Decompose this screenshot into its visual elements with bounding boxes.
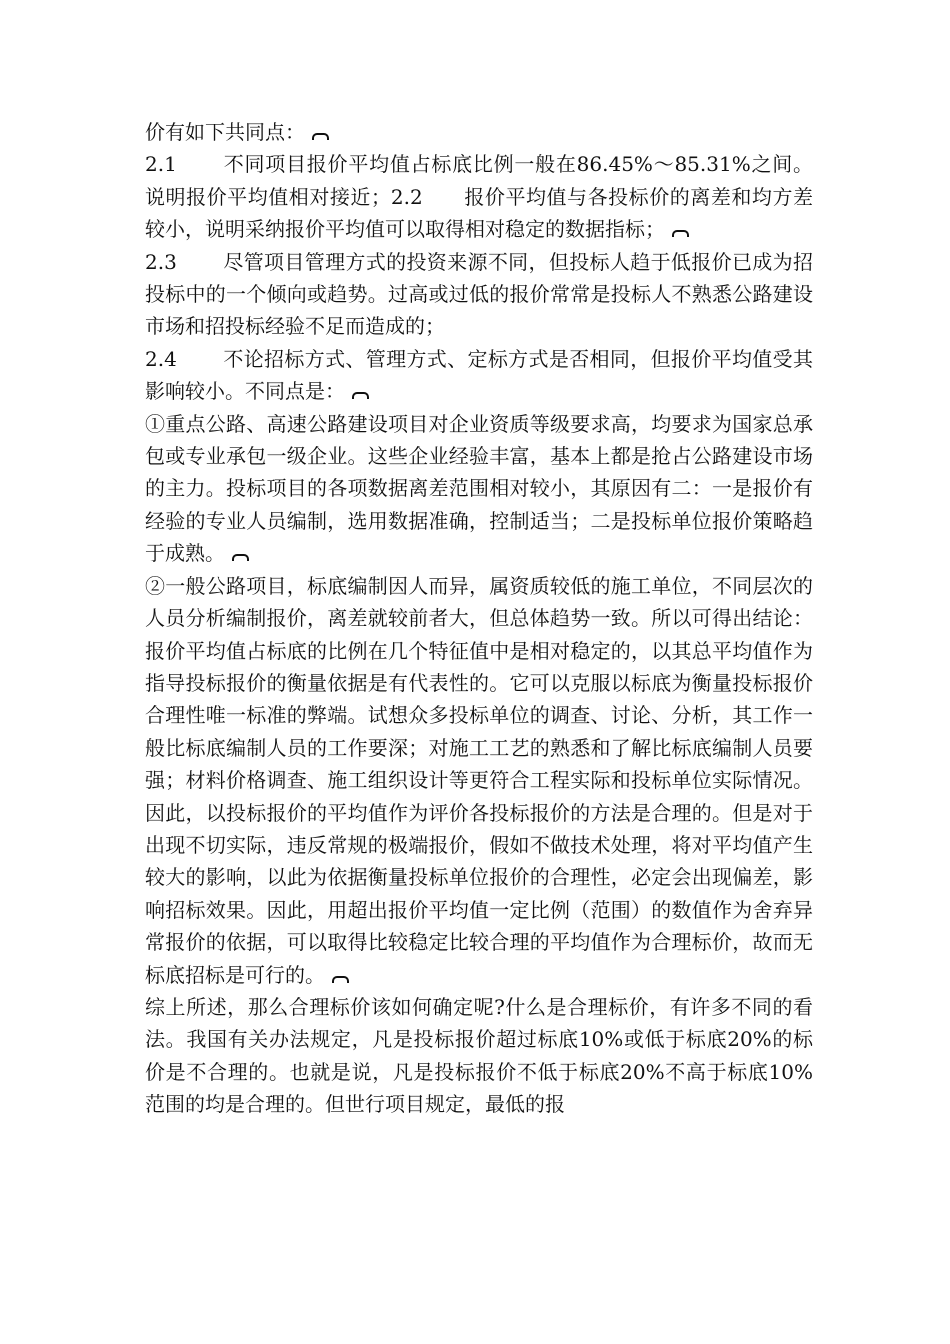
section-number: 2.4	[145, 346, 177, 371]
paragraph-mark-icon	[352, 392, 369, 399]
paragraph-mark-icon	[232, 554, 249, 561]
paragraph-2-1	[145, 148, 813, 245]
paragraph-common-points	[145, 116, 813, 148]
paragraph-point-1	[145, 408, 813, 570]
paragraph-2-4	[145, 343, 813, 408]
paragraph-mark-icon	[332, 976, 349, 983]
section-number: 2.1	[145, 152, 177, 177]
paragraph-text: 综上所述，那么合理标价该如何确定呢?什么是合理标价，有许多不同的看法。我国有关办法规定，凡是投标报价超过标底10%或低于标底20%的标价是不合理的。也就是说，凡是投标报价不低于标底20%不高于标底10%范围的均是合理的。但世行项目规定，最低的报	[145, 994, 813, 1117]
paragraph-2-3	[145, 246, 813, 343]
paragraph-text: 尽管项目管理方式的投资来源不同，但投标人趋于低报价已成为招投标中的一个倾向或趋势。过高或过低的报价常常是投标人不熟悉公路建设市场和招投标经验不足而造成的；	[145, 249, 813, 339]
paragraph-conclusion	[145, 991, 813, 1121]
paragraph-text: 价有如下共同点：	[145, 120, 305, 144]
paragraph-text: 不论招标方式、管理方式、定标方式是否相同，但报价平均值受其影响较小。不同点是：	[145, 346, 813, 404]
section-number: 2.3	[145, 249, 177, 274]
paragraph-text: 不同项目报价平均值占标底比例一般在86.45%～85.31%之间。说明报价平均值相对接近；2.2 报价平均值与各投标价的离差和均方差较小，说明采纳报价平均值可以取得相对稳定的数据指标；	[145, 152, 813, 242]
document-page	[145, 116, 813, 1121]
paragraph-mark-icon	[672, 230, 689, 237]
paragraph-text: ①重点公路、高速公路建设项目对企业资质等级要求高，均要求为国家总承包或专业承包一级企业。这些企业经验丰富，基本上都是抢占公路建设市场的主力。投标项目的各项数据离差范围相对较小，其原因有二：一是报价有经验的专业人员编制，选用数据准确，控制适当；二是投标单位报价策略趋于成熟。	[145, 411, 813, 566]
paragraph-text: ②一般公路项目，标底编制因人而异，属资质较低的施工单位，不同层次的人员分析编制报价，离差就较前者大，但总体趋势一致。所以可得出结论：报价平均值占标底的比例在几个特征值中是相对稳定的，以其总平均值作为指导投标报价的衡量依据是有代表性的。它可以克服以标底为衡量投标报价合理性唯一标准的弊端。试想众多投标单位的调查、讨论、分析，其工作一般比标底编制人员的工作要深；对施工工艺的熟悉和了解比标底编制人员要强；材料价格调查、施工组织设计等更符合工程实际和投标单位实际情况。因此，以投标报价的平均值作为评价各投标报价的方法是合理的。但是对于出现不切实际，违反常规的极端报价，假如不做技术处理，将对平均值产生较大的影响，以此为依据衡量投标单位报价的合理性，必定会出现偏差，影响招标效果。因此，用超出报价平均值一定比例（范围）的数值作为舍弃异常报价的依据，可以取得比较稳定比较合理的平均值作为合理标价，故而无标底招标是可行的。	[145, 573, 813, 987]
paragraph-mark-icon	[312, 133, 329, 140]
paragraph-point-2	[145, 570, 813, 991]
